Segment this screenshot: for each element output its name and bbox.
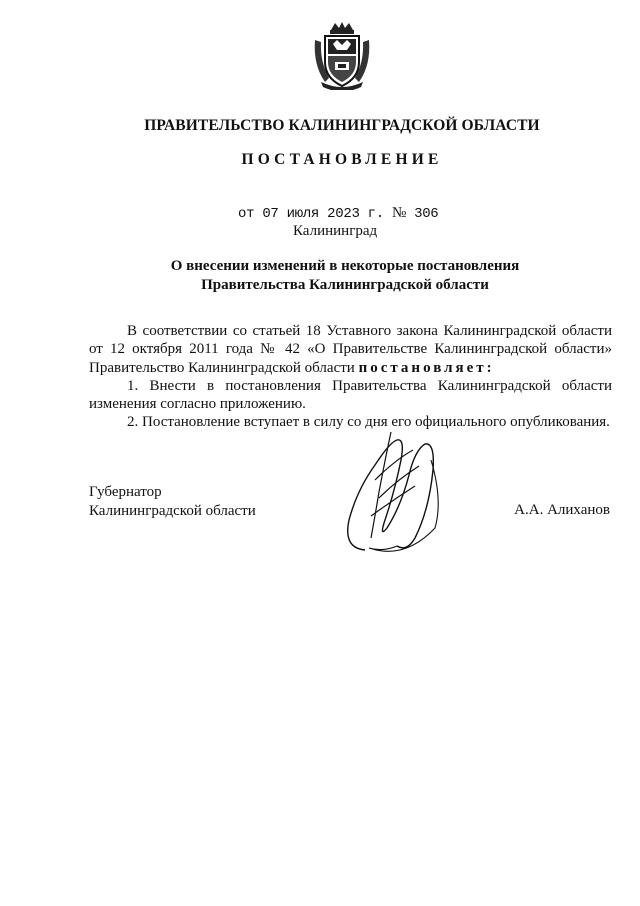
date-prefix: от (238, 206, 255, 222)
document-subject (100, 257, 590, 295)
government-title: ПРАВИТЕЛЬСТВО КАЛИНИНГРАДСКОЙ ОБЛАСТИ (144, 117, 540, 134)
document-city: Калининград (293, 223, 378, 239)
document-body (89, 322, 612, 432)
signatory-name: А.А. Алиханов (514, 502, 610, 518)
document-date-number (238, 205, 438, 222)
coat-of-arms-icon (311, 20, 373, 90)
document-number: 306 (414, 206, 439, 222)
handwritten-signature (335, 420, 445, 560)
number-sign: № (391, 205, 406, 221)
preamble-text: В соответствии со статьей 18 Уставного закона Калининградской области от 12 октября 2011 года № 42 «О Правительстве Калининградской области» Правительство Калининградской области (89, 323, 612, 376)
date-day: 07 (262, 206, 279, 222)
date-month: июля (286, 206, 320, 222)
date-year: 2023 г. (327, 206, 384, 222)
clause-2: 2. Постановление вступает в силу со дня его официального опубликования. (127, 414, 610, 431)
clause-1: 1. Внести в постановления Правительства Калининградской области изменения согласно приложению. (89, 377, 612, 413)
subject-line-2: Правительства Калининградской области (201, 277, 489, 293)
signatory-position (89, 483, 256, 521)
position-line-1: Губернатор (89, 484, 162, 500)
position-line-2: Калининградской области (89, 503, 256, 519)
resolves-word: постановляет: (358, 359, 495, 376)
subject-line-1: О внесении изменений в некоторые постановления (170, 258, 520, 274)
document-type: ПОСТАНОВЛЕНИЕ (241, 151, 443, 168)
preamble-paragraph (89, 322, 612, 377)
